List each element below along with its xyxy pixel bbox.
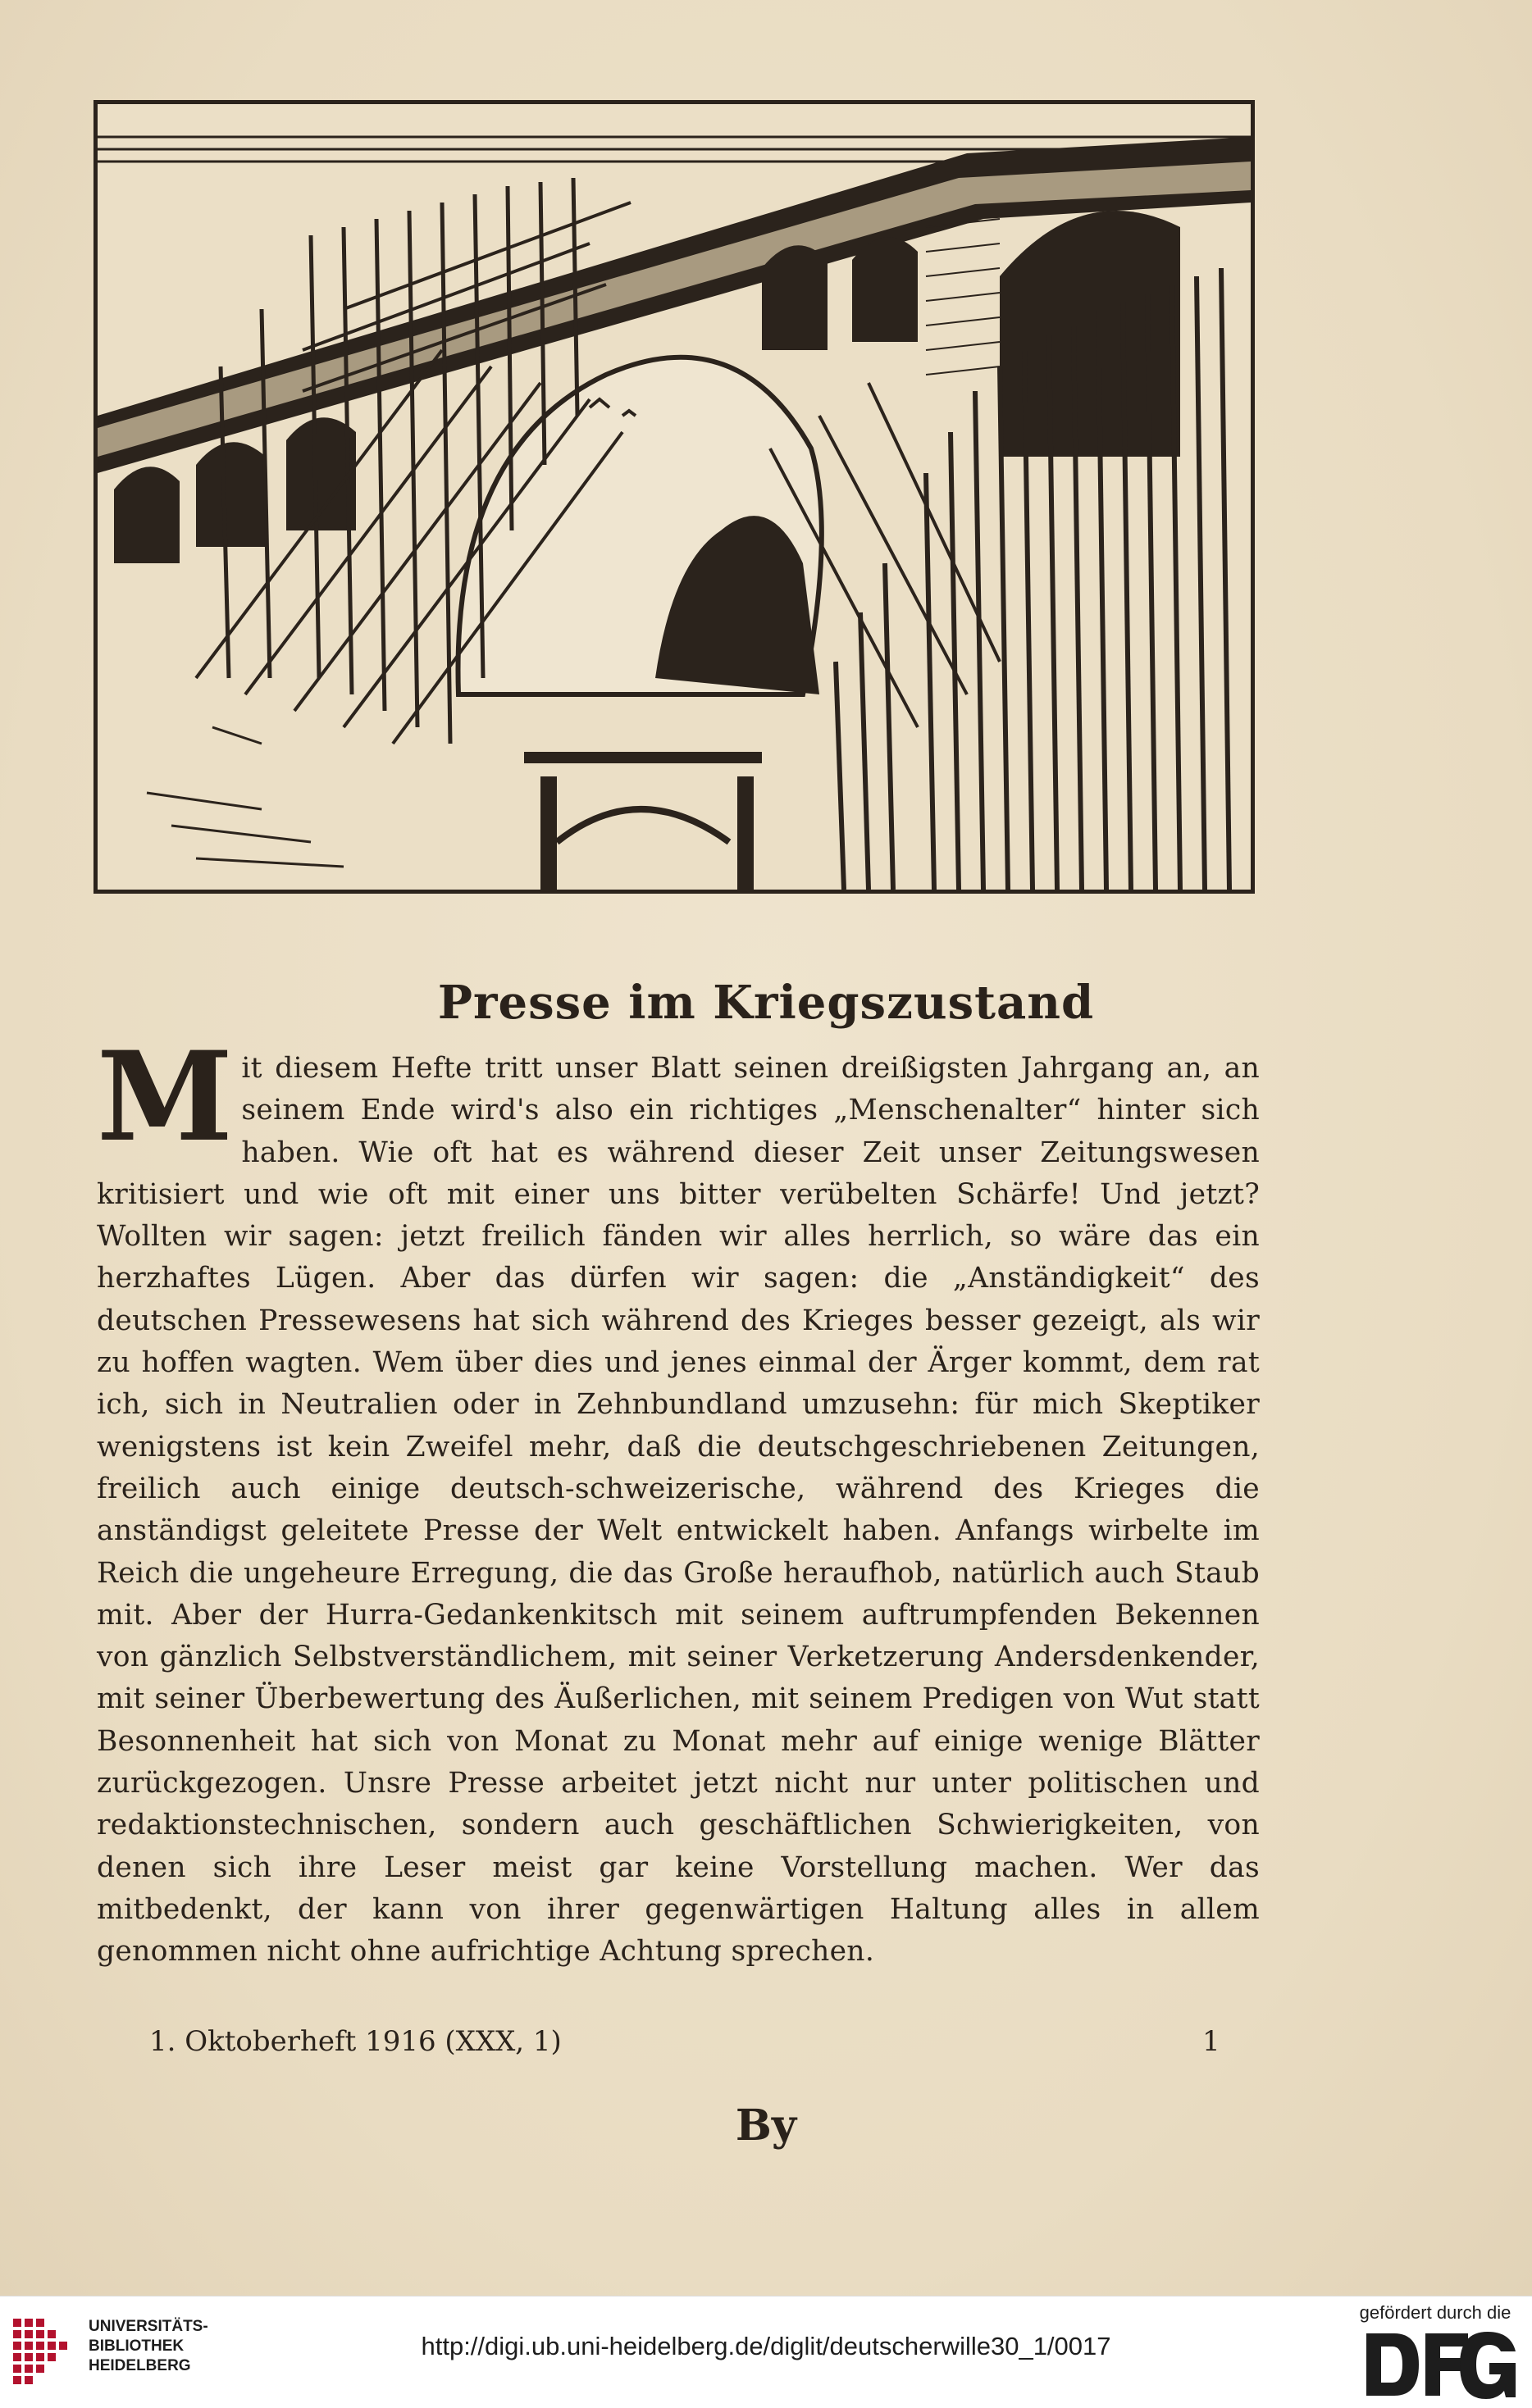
article-body [97,1025,1260,1973]
page-number: 1 [1202,2025,1220,2058]
institution-line: BIBLIOTHEK [89,2337,185,2355]
institution-line: UNIVERSITÄTS- [89,2318,208,2335]
drop-cap: M [97,1025,234,1169]
sponsor-caption: gefördert durch die [1359,2302,1511,2323]
dfg-logo[interactable] [1363,2327,1519,2402]
article-title: Presse im Kriegszustand [437,976,1095,1030]
issue-reference: 1. Oktoberheft 1916 (XXX, 1) [149,2025,562,2058]
source-url-link[interactable]: http://digi.ub.uni-heidelberg.de/diglit/deutscherwille30_1/0017 [421,2332,1111,2360]
viaduct-woodcut-illustration [93,100,1255,894]
signature-mark: By [735,2101,797,2151]
viaduct-drawing [98,104,1251,890]
institution-line: HEIDELBERG [89,2357,191,2374]
article-text: it diesem Hefte tritt unser Blatt seinen dreißigsten Jahrgang an, an seinem Ende wird's also ein richtiges „Menschenalter“ hinter sich haben. Wie oft hat es während dieser Zeit unser Zeitungswesen kritisiert und wie oft mit einer uns bitter verübelten Schärfe! Und jetzt? Wollten wir sagen: jetzt freilich fänden wir alles herrlich, so wäre das ein herzhaftes Lügen. Aber das dürfen wir sagen: die „Anständigkeit“ des deutschen Pressewesens hat sich während des Krieges besser gezeigt, als wir zu hoffen wagten. Wem über dies und jenes einmal der Ärger kommt, dem rat ich, sich in Neutralien oder in Zehnbundland umzusehn: für mich Skeptiker wenigstens ist kein Zweifel mehr, daß die deutschgeschriebenen Zeitungen, freilich auch einige deutsch-schweizerische, während des Krieges die anständigst geleitete Presse der Welt entwickelt haben. Anfangs wirbelte im Reich die ungeheure Erregung, die das Große heraufhob, natürlich auch Staub mit. Aber der Hurra-Gedankenkitsch mit seinem auftrumpfenden Bekennen von gänzlich Selbstverständlichem, mit seiner Verketzerung Andersdenkender, mit seiner Überbewertung des Äußerlichen, mit seinem Predigen von Wut statt Besonnenheit hat sich von Monat zu Monat mehr auf einige wenige Blätter zurückgezogen. Unsre Presse arbeitet jetzt nicht nur unter politischen und redaktionstechnischen, sondern auch geschäftlichen Schwierigkeiten, von denen sich ihre Leser meist gar keine Vorstellung machen. Wer das mitbedenkt, der kann von ihrer gegenwärtigen Haltung alles in allem genommen nicht ohne aufrichtige Achtung sprechen. [97,1052,1260,1969]
